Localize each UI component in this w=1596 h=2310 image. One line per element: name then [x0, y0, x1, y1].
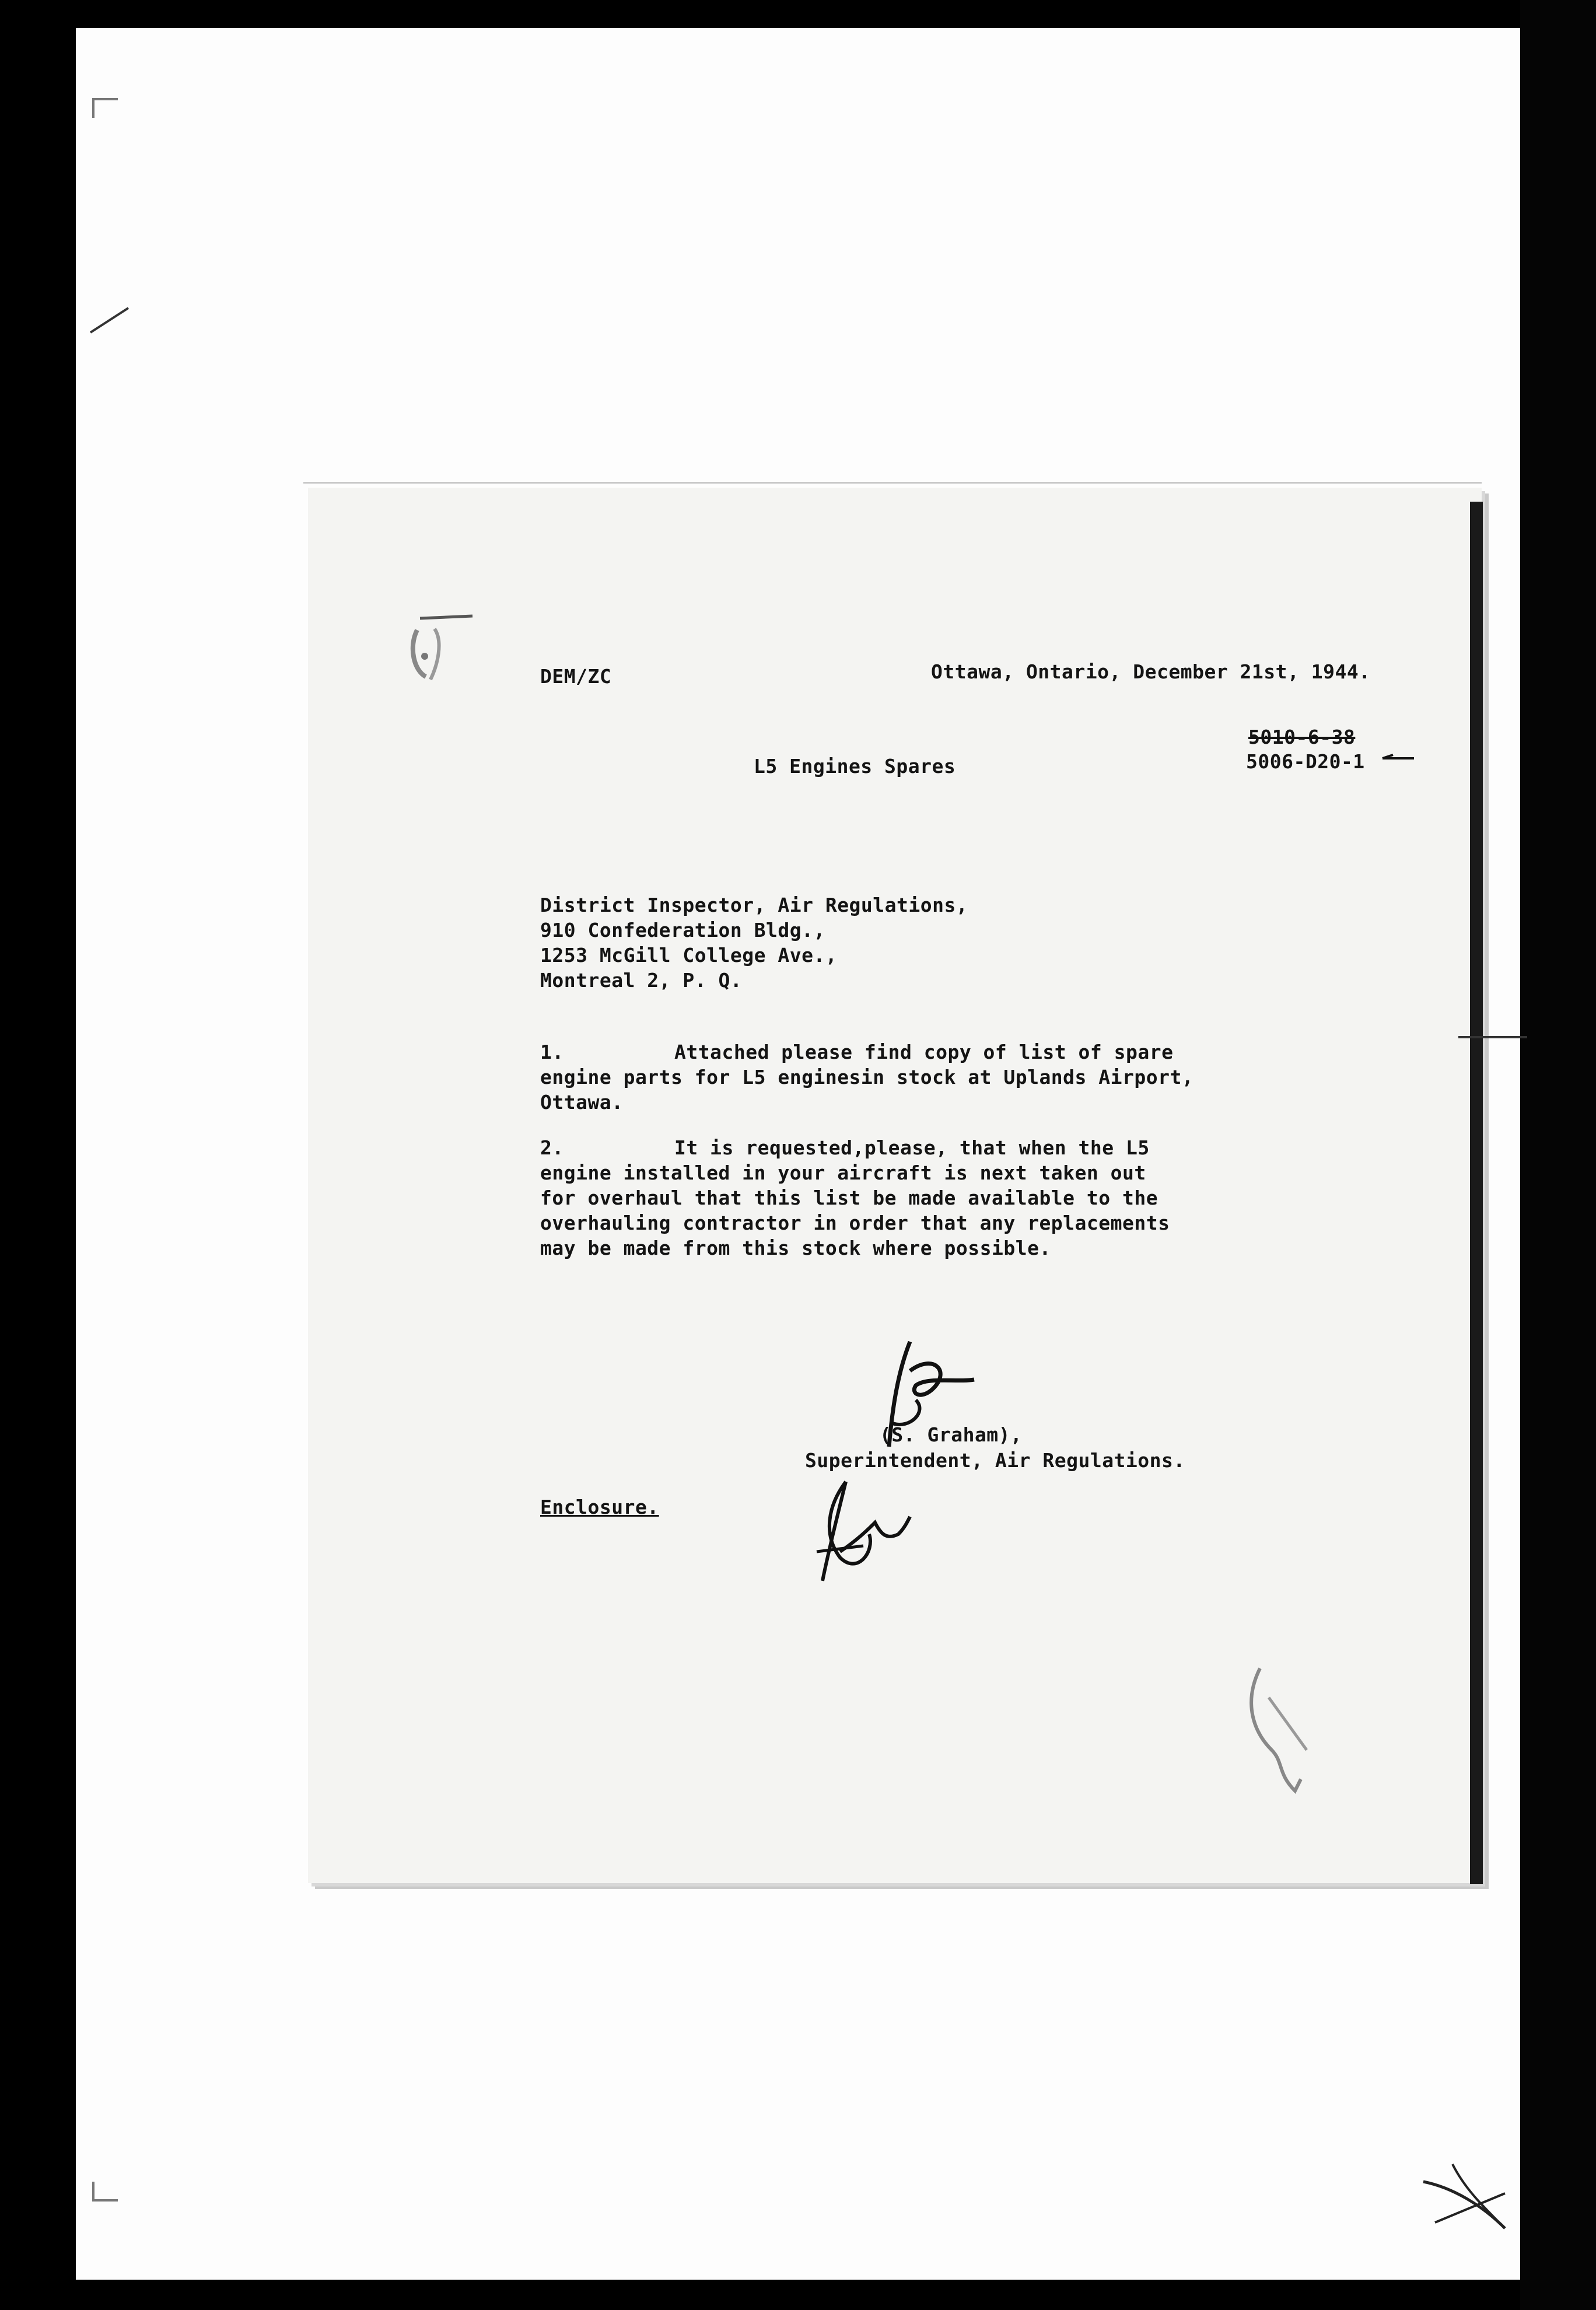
paragraph-line: Ottawa. [540, 1091, 624, 1114]
signatory-title: Superintendent, Air Regulations. [805, 1449, 1185, 1472]
handwritten-mark [805, 1470, 922, 1587]
sheet-shadow-edge [1470, 502, 1483, 1884]
paragraph-number: 1. [540, 1041, 564, 1063]
paragraph-line: for overhaul that this list be made available to the [540, 1186, 1158, 1209]
staple-mark [402, 607, 478, 682]
recipient-line: District Inspector, Air Regulations, [540, 894, 968, 916]
paragraph-line: may be made from this stock where possible. [540, 1237, 1051, 1259]
pencil-mark [1237, 1662, 1324, 1797]
file-number-struck: 5010-6-38 [1248, 726, 1356, 748]
file-number-current: 5006-D20-1 [1246, 750, 1365, 773]
reference-initials: DEM/ZC [540, 665, 612, 688]
subject-line: L5 Engines Spares [754, 755, 956, 778]
edge-tick-mark [1458, 1032, 1528, 1044]
recipient-line: 910 Confederation Bldg., [540, 919, 825, 942]
file-number-check-mark [1381, 752, 1416, 764]
recipient-line: 1253 McGill College Ave., [540, 944, 838, 967]
signatory-name: (S. Graham), [880, 1423, 1023, 1446]
recipient-line: Montreal 2, P. Q. [540, 969, 743, 992]
paragraph-line: Attached please find copy of list of spare [674, 1041, 1174, 1063]
film-scratch [1418, 2158, 1511, 2234]
paragraph-number: 2. [540, 1136, 564, 1159]
paragraph-line: It is requested,please, that when the L5 [674, 1136, 1150, 1159]
paragraph-line: overhauling contractor in order that any replacements [540, 1212, 1170, 1234]
paragraph-line: engine parts for L5 enginesin stock at Uplands Airport, [540, 1066, 1194, 1088]
enclosure-note: Enclosure. [540, 1496, 659, 1518]
frame-corner-mark [92, 2182, 118, 2202]
date-line: Ottawa, Ontario, December 21st, 1944. [931, 660, 1371, 683]
frame-corner-mark [92, 98, 118, 118]
film-edge [1520, 0, 1596, 2310]
paragraph-line: engine installed in your aircraft is next taken out [540, 1161, 1146, 1184]
stray-mark [88, 303, 134, 338]
